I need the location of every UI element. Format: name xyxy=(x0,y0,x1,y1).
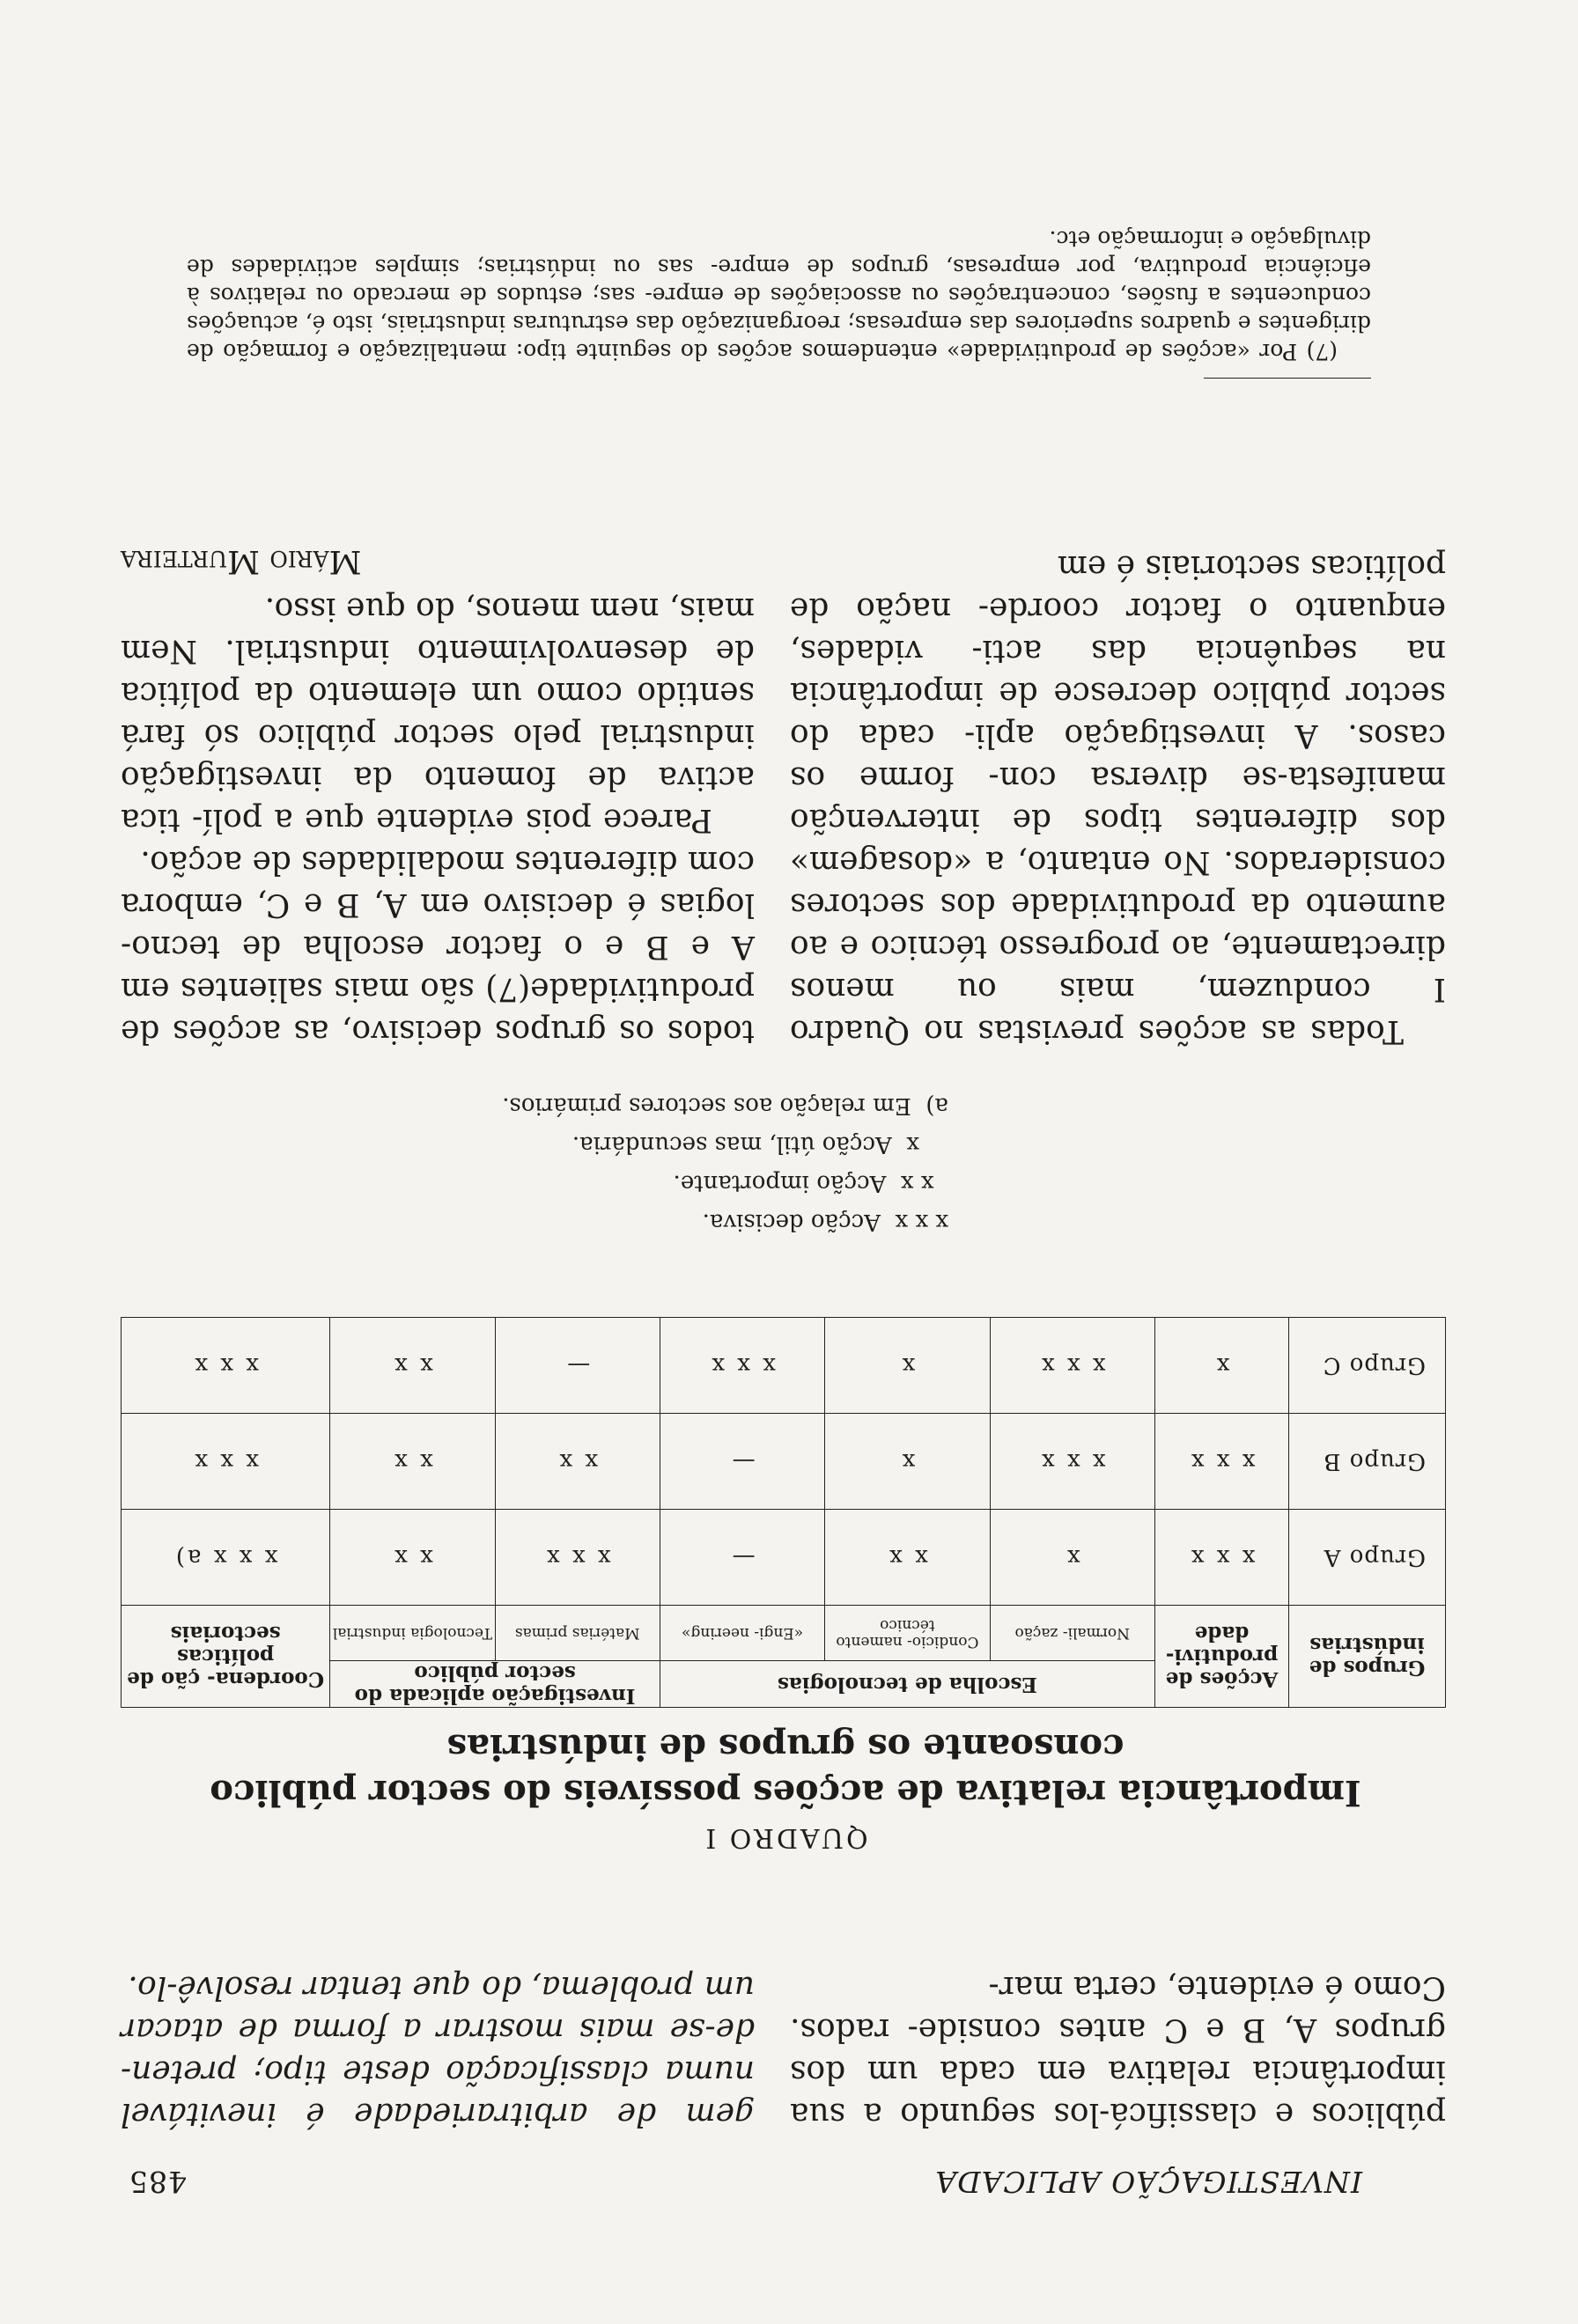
body-right-column xyxy=(121,540,755,1052)
paragraph: Todas as acções previstas no Quadro I conduzem, mais ou menos directamente, ao progresso técnico e ao aumento da produtividade dos sectores considerados. No entanto, a «dosagem» dos diferentes tipos de intervenção manifesta-se diversa con- forme os casos. A investigação apli- cada do sector público decresce de importância na sequência das acti- vidades, enquanto o factor coorde- nação de políticas sectoriais é em xyxy=(790,548,1446,1049)
paragraph: todos os grupos decisivo, as acções de produtividade(7) são mais salientes em A e B e o factor escolha de tecno- logias é decisivo em A, B e C, embora com diferentes modalidades de acção. xyxy=(121,844,755,1049)
table-cell: x x x xyxy=(990,1414,1154,1510)
table-cell: x xyxy=(825,1414,990,1510)
table-cell: x x x xyxy=(990,1318,1154,1414)
legend-item: x Acção útil, mas secundária. xyxy=(571,1131,948,1158)
header-productivity: Acções de produtivi- dade xyxy=(1154,1606,1288,1708)
subheader-engineering: «Engi- neering» xyxy=(660,1606,824,1661)
table-legend xyxy=(502,1086,948,1241)
body-left-column xyxy=(790,545,1446,1052)
table-cell: x x x a) xyxy=(122,1510,330,1606)
quadro-label: QUADRO I xyxy=(703,1822,868,1853)
row-label: Grupo C xyxy=(1289,1318,1446,1414)
table-cell: x x xyxy=(330,1510,495,1606)
table-cell: x x xyxy=(825,1510,990,1606)
header-research: Investigação aplicada do sector público xyxy=(330,1661,660,1708)
table-cell: x x x xyxy=(1154,1414,1288,1510)
page-number: 485 xyxy=(129,2165,187,2199)
subheader-raw-materials: Matérias primas xyxy=(495,1606,660,1661)
quadro-title-line1: Importância relativa de acções possíveis do sector público xyxy=(210,1772,1361,1813)
table-cell: — xyxy=(495,1318,660,1414)
table-cell: x x x xyxy=(660,1318,824,1414)
table-row xyxy=(122,1414,1446,1510)
footnote xyxy=(187,224,1371,365)
table-cell: x x x xyxy=(495,1510,660,1606)
top-text-left xyxy=(790,1966,1446,2135)
table-cell: x x xyxy=(330,1318,495,1414)
quadro-table xyxy=(121,1317,1446,1708)
row-label: Grupo B xyxy=(1289,1414,1446,1510)
paragraph: públicos e classificá-los segundo a sua importância relativa em cada um dos grupos A, B e C antes conside- rados. Como é evidente, certa mar- xyxy=(790,1969,1446,2132)
footnote-text: (7) Por «acções de produtividade» entendemos acções do seguinte tipo: mentalização e formação de dirigentes e quadros superiores das empresas; reorganização das estruturas industriais, isto é, actuações conducentes a fusões, concentrações ou associações de empre- sas; estudos de mercado ou relativos à eficiência produtiva, por empresas, grupos de empre- sas ou indústrias; simples actividades de divulgação e informação etc. xyxy=(187,226,1371,364)
running-title: INVESTIGAÇÃO APLICADA xyxy=(934,2165,1362,2199)
subheader-normalization: Normali- zação xyxy=(990,1606,1154,1661)
author-signature: Mário Murteira xyxy=(121,543,362,579)
header-coordination: Coordena- ção de políticas sectoriais xyxy=(122,1606,330,1708)
table-row xyxy=(122,1510,1446,1606)
header-technology: Escolha de tecnologias xyxy=(660,1661,1154,1708)
subheader-industrial-technology: Tecnologia industrial xyxy=(330,1606,495,1661)
table-cell: — xyxy=(660,1414,824,1510)
footnote-rule xyxy=(1204,378,1371,379)
legend-item: x x x Acção decisiva. xyxy=(702,1209,948,1235)
table-row xyxy=(122,1318,1446,1414)
table-cell: x x x xyxy=(122,1414,330,1510)
legend-item: a) Em relação aos sectores primários. xyxy=(502,1092,948,1119)
table-cell: x xyxy=(1154,1318,1288,1414)
table-cell: x xyxy=(825,1318,990,1414)
header-industry-groups: Grupos de indústrias xyxy=(1289,1606,1446,1708)
table-cell: x x x xyxy=(1154,1510,1288,1606)
table-cell: x xyxy=(990,1510,1154,1606)
top-text-right xyxy=(121,1966,755,2135)
paragraph: gem de arbitrariedade é inevitável numa classificação deste tipo; preten- de-se mais mostrar a forma de atacar um problema, do que tentar resolvê-lo. xyxy=(121,1969,755,2132)
table-cell: x x x xyxy=(122,1318,330,1414)
quadro-title-line2: consoante os grupos de indústrias xyxy=(446,1726,1125,1768)
paragraph: Parece pois evidente que a polí- tica activa de fomento da investigação industrial pelo sector público só fará sentido como um elemento da política de desenvolvimento industrial. Nem mais, nem menos, do que isso. xyxy=(121,591,755,838)
row-label: Grupo A xyxy=(1289,1510,1446,1606)
table-cell: x x xyxy=(495,1414,660,1510)
legend-item: x x Acção importante. xyxy=(673,1170,948,1196)
table-cell: — xyxy=(660,1510,824,1606)
table-cell: x x xyxy=(330,1414,495,1510)
subheader-technical-conditioning: Condicio- namento técnico xyxy=(825,1606,990,1661)
